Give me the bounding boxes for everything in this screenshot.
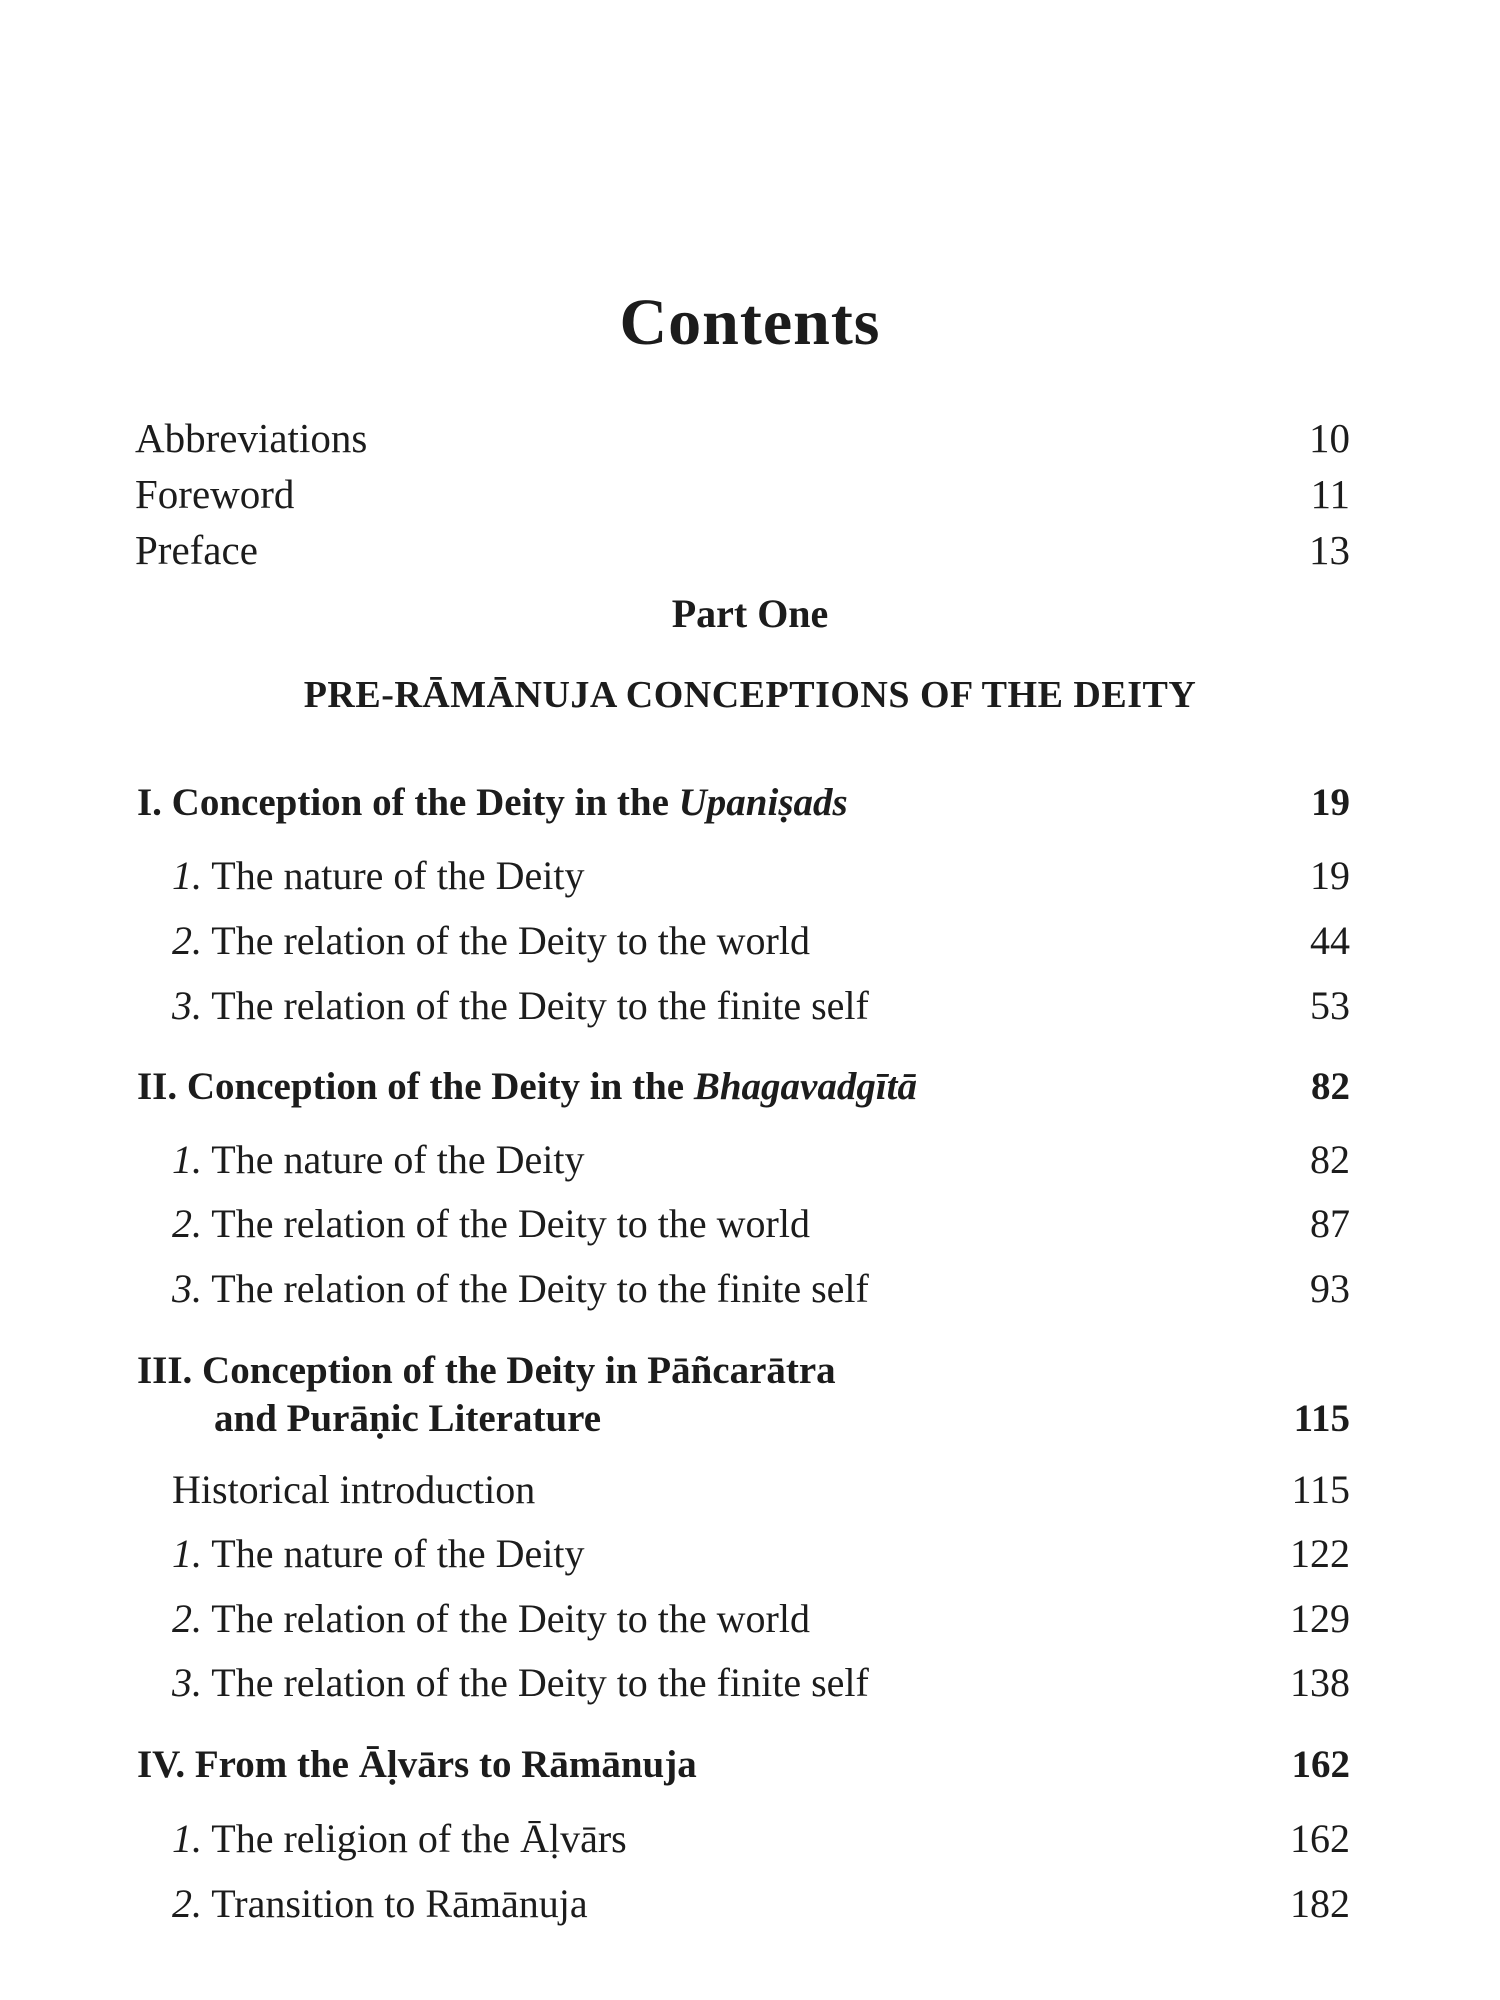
- toc-entry-preface[interactable]: [0, 526, 1500, 586]
- toc-page-number: 10: [1309, 415, 1350, 461]
- chapter-heading-continuation: and Purāṇic Literature: [214, 1397, 602, 1440]
- part-title: PRE-RĀMĀNUJA CONCEPTIONS OF THE DEITY: [303, 674, 1197, 716]
- toc-entry-abbreviations[interactable]: [0, 414, 1500, 474]
- toc-page-number: 19: [1311, 781, 1350, 824]
- toc-section[interactable]: [0, 1595, 1500, 1655]
- toc-page-number: 122: [1290, 1531, 1350, 1576]
- toc-page-number: 182: [1290, 1881, 1350, 1926]
- section-label: Historical introduction: [172, 1467, 536, 1512]
- toc-entry-foreword[interactable]: [0, 470, 1500, 530]
- toc-page-number: 138: [1290, 1660, 1350, 1705]
- toc-page-number: 13: [1309, 527, 1350, 573]
- toc-chapter-1[interactable]: [0, 780, 1500, 840]
- toc-page-number: 129: [1290, 1596, 1350, 1641]
- toc-page-number: 87: [1310, 1201, 1350, 1246]
- toc-section[interactable]: [0, 1265, 1500, 1325]
- toc-page-number: 162: [1290, 1816, 1350, 1861]
- chapter-heading: I. Conception of the Deity in the Upaniṣads: [137, 781, 848, 824]
- toc-section[interactable]: [0, 1200, 1500, 1260]
- section-label: 3. The relation of the Deity to the finite self: [172, 1266, 869, 1311]
- section-label: 3. The relation of the Deity to the finite self: [172, 983, 869, 1028]
- toc-page-number: 82: [1311, 1065, 1350, 1108]
- toc-entry-label: Preface: [135, 527, 258, 573]
- toc-entry-label: Foreword: [135, 471, 295, 517]
- section-label: 1. The nature of the Deity: [172, 1531, 585, 1576]
- toc-chapter-4[interactable]: [0, 1742, 1500, 1802]
- toc-section-intro[interactable]: [0, 1466, 1500, 1526]
- part-label: Part One: [671, 591, 829, 636]
- toc-section[interactable]: [0, 1136, 1500, 1196]
- section-label: 2. The relation of the Deity to the world: [172, 918, 810, 963]
- toc-section[interactable]: [0, 1880, 1500, 1940]
- toc-section[interactable]: [0, 852, 1500, 912]
- section-label: 2. The relation of the Deity to the world: [172, 1201, 810, 1246]
- toc-section[interactable]: [0, 1530, 1500, 1590]
- toc-page-number: 162: [1291, 1743, 1350, 1786]
- chapter-heading: II. Conception of the Deity in the Bhagavadgītā: [137, 1065, 918, 1108]
- section-label: 1. The nature of the Deity: [172, 1137, 585, 1182]
- chapter-heading: III. Conception of the Deity in Pāñcarātra: [137, 1349, 836, 1392]
- toc-page-number: 44: [1310, 918, 1350, 963]
- toc-chapter-3-continuation[interactable]: [0, 1396, 1500, 1456]
- section-label: 1. The religion of the Āḷvārs: [172, 1816, 627, 1861]
- toc-section[interactable]: [0, 1815, 1500, 1875]
- section-label: 2. The relation of the Deity to the world: [172, 1596, 810, 1641]
- toc-page-number: 19: [1310, 853, 1350, 898]
- toc-page-number: 11: [1310, 471, 1350, 517]
- toc-entry-label: Abbreviations: [135, 415, 368, 461]
- toc-section[interactable]: [0, 1659, 1500, 1719]
- page-title: Contents: [619, 286, 881, 359]
- toc-page-number: 115: [1293, 1397, 1350, 1440]
- toc-page-number: 115: [1291, 1467, 1350, 1512]
- toc-page-number: 93: [1310, 1266, 1350, 1311]
- toc-page-number: 82: [1310, 1137, 1350, 1182]
- toc-section[interactable]: [0, 982, 1500, 1042]
- toc-page-number: 53: [1310, 983, 1350, 1028]
- section-label: 2. Transition to Rāmānuja: [172, 1881, 588, 1926]
- toc-section[interactable]: [0, 917, 1500, 977]
- toc-chapter-2[interactable]: [0, 1064, 1500, 1124]
- chapter-heading: IV. From the Āḷvārs to Rāmānuja: [137, 1743, 697, 1786]
- section-label: 3. The relation of the Deity to the finite self: [172, 1660, 869, 1705]
- section-label: 1. The nature of the Deity: [172, 853, 585, 898]
